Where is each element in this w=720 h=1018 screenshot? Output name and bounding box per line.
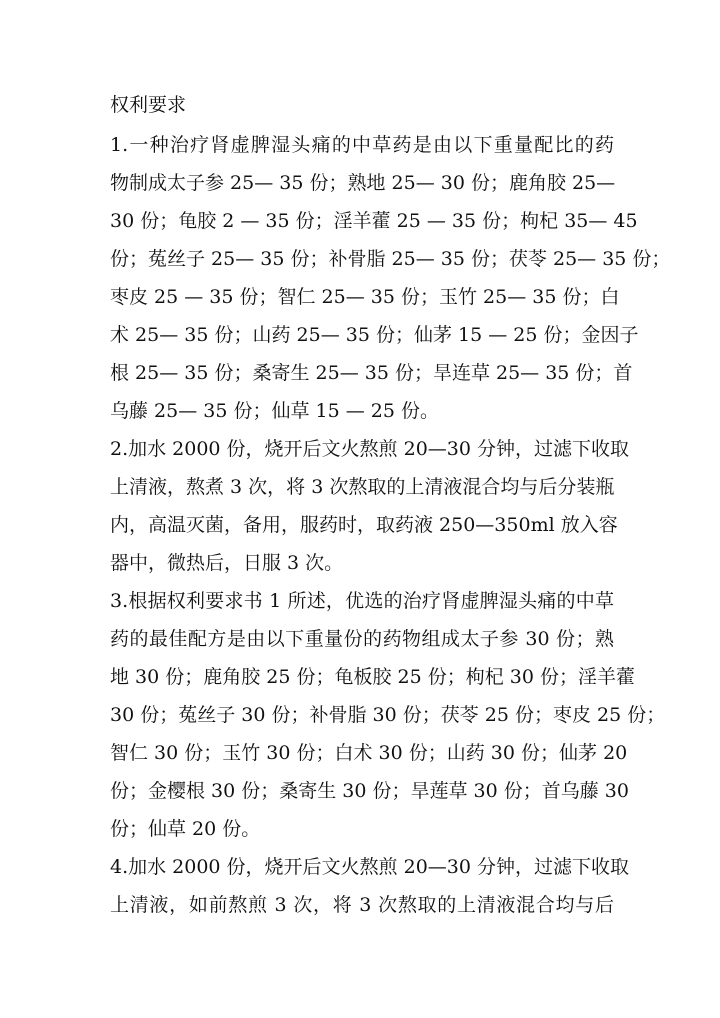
claim-1-line-5: 枣皮 25 — 35 份；智仁 25— 35 份；玉竹 25— 35 份；白 [110,286,620,308]
claim-3-line-4: 30 份；菟丝子 30 份；补骨脂 30 份；茯苓 25 份；枣皮 25 份； [110,704,666,726]
claim-3-line-2: 药的最佳配方是由以下重量份的药物组成太子参 30 份；熟 [110,628,614,650]
claim-1-line-3: 30 份；龟胶 2 — 35 份；淫羊藿 25 — 35 份；枸杞 35— 45 [110,210,638,232]
claim-4-line-1: 4.加水 2000 份，烧开后文火熬煎 20—30 分钟，过滤下收取 [110,856,629,878]
claim-3-line-6: 份；金樱根 30 份；桑寄生 30 份；旱莲草 30 份；首乌藤 30 [110,780,629,802]
claim-1-line-1: 1.一种治疗肾虚脾湿头痛的中草药是由以下重量配比的药 [110,134,614,156]
claim-2-line-2: 上清液，熬煮 3 次，将 3 次熬取的上清液混合均与后分装瓶 [110,476,615,498]
claim-2-line-3: 内，高温灭菌，备用，服药时，取药液 250—350ml 放入容 [110,514,618,536]
claim-3-line-1: 3.根据权利要求书 1 所述，优选的治疗肾虚脾湿头痛的中草 [110,590,614,612]
claim-4-line-2: 上清液，如前熬煎 3 次，将 3 次熬取的上清液混合均与后 [110,894,614,916]
claim-1-line-2: 物制成太子参 25— 35 份；熟地 25— 30 份；鹿角胶 25— [110,172,616,194]
claim-1-line-4: 份；菟丝子 25— 35 份；补骨脂 25— 35 份；茯苓 25— 35 份； [110,248,671,270]
claim-3-line-5: 智仁 30 份；玉竹 30 份；白术 30 份；山药 30 份；仙茅 20 [110,742,628,764]
claim-2-line-4: 器中，微热后，日服 3 次。 [110,552,344,574]
claims-heading: 权利要求 [110,94,187,116]
claim-3-line-7: 份；仙草 20 份。 [110,818,261,840]
claim-3-line-3: 地 30 份；鹿角胶 25 份；龟板胶 25 份；枸杞 30 份；淫羊藿 [110,666,636,688]
claim-1-line-8: 乌藤 25— 35 份；仙草 15 — 25 份。 [110,400,439,422]
claim-1-line-6: 术 25— 35 份；山药 25— 35 份；仙茅 15 — 25 份；金因子 [110,324,639,346]
claim-1-line-7: 根 25— 35 份；桑寄生 25— 35 份；旱连草 25— 35 份；首 [110,362,633,384]
claim-2-line-1: 2.加水 2000 份，烧开后文火熬煎 20—30 分钟，过滤下收取 [110,438,629,460]
